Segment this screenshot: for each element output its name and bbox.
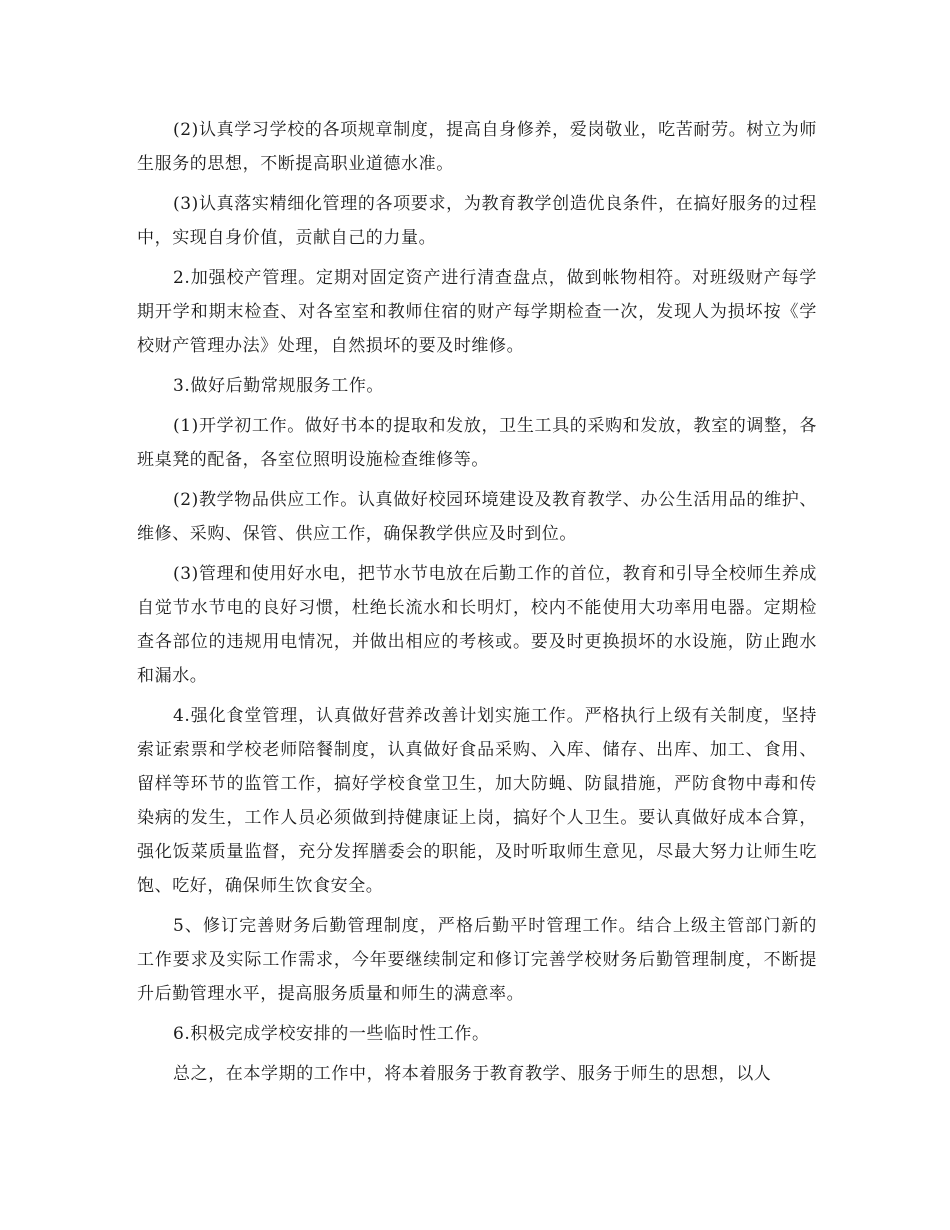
paragraph-duty-3: (3)认真落实精细化管理的各项要求，为教育教学创造优良条件，在搞好服务的过程中，实现自身价值，贡献自己的力量。 <box>137 194 817 248</box>
paragraph-logistics-heading: 3.做好后勤常规服务工作。 <box>173 376 385 396</box>
paragraph-canteen-management: 4.强化食堂管理，认真做好营养改善计划实施工作。严格执行上级有关制度，坚持索证索票和学校老师陪餐制度，认真做好食品采购、入库、储存、出库、加工、食用、留样等环节的监管工作，搞好学校食堂卫生，加大防蝇、防鼠措施，严防食物中毒和传染病的发生，工作人员必须做到持健康证上岗，搞好个人卫生。要认真做好成本合算，强化饭菜质量监督，充分发挥膳委会的职能，及时听取师生意见，尽最大努力让师生吃饱、吃好，确保师生饮食安全。 <box>137 706 817 896</box>
paragraph-water-electricity: (3)管理和使用好水电，把节水节电放在后勤工作的首位，教育和引导全校师生养成自觉节水节电的良好习惯，杜绝长流水和长明灯，校内不能使用大功率用电器。定期检查各部位的违规用电情况，并做出相应的考核或。要及时更换损坏的水设施，防止跑水和漏水。 <box>137 564 817 686</box>
document-body <box>137 113 817 1097</box>
paragraph-summary: 总之，在本学期的工作中，将本着服务于教育教学、服务于师生的思想，以人 <box>173 1064 772 1084</box>
paragraph-duty-2: (2)认真学习学校的各项规章制度，提高自身修养，爱岗敬业，吃苦耐劳。树立为师生服务的思想，不断提高职业道德水准。 <box>137 120 817 174</box>
paragraph-asset-management: 2.加强校产管理。定期对固定资产进行清查盘点，做到帐物相符。对班级财产每学期开学和期末检查、对各室室和教师住宿的财产每学期检查一次，发现人为损坏按《学校财产管理办法》处理，自然损坏的要及时维修。 <box>137 268 817 356</box>
paragraph-temporary-work: 6.积极完成学校安排的一些临时性工作。 <box>173 1024 490 1044</box>
paragraph-term-start-work: (1)开学初工作。做好书本的提取和发放，卫生工具的采购和发放，教室的调整，各班桌凳的配备，各室位照明设施检查维修等。 <box>137 416 817 470</box>
paragraph-supplies-work: (2)教学物品供应工作。认真做好校园环境建设及教育教学、办公生活用品的维护、维修、采购、保管、供应工作，确保教学供应及时到位。 <box>137 490 817 544</box>
paragraph-finance-rules: 5、修订完善财务后勤管理制度，严格后勤平时管理工作。结合上级主管部门新的工作要求及实际工作需求，今年要继续制定和修订完善学校财务后勤管理制度，不断提升后勤管理水平，提高服务质量和师生的满意率。 <box>137 916 817 1004</box>
